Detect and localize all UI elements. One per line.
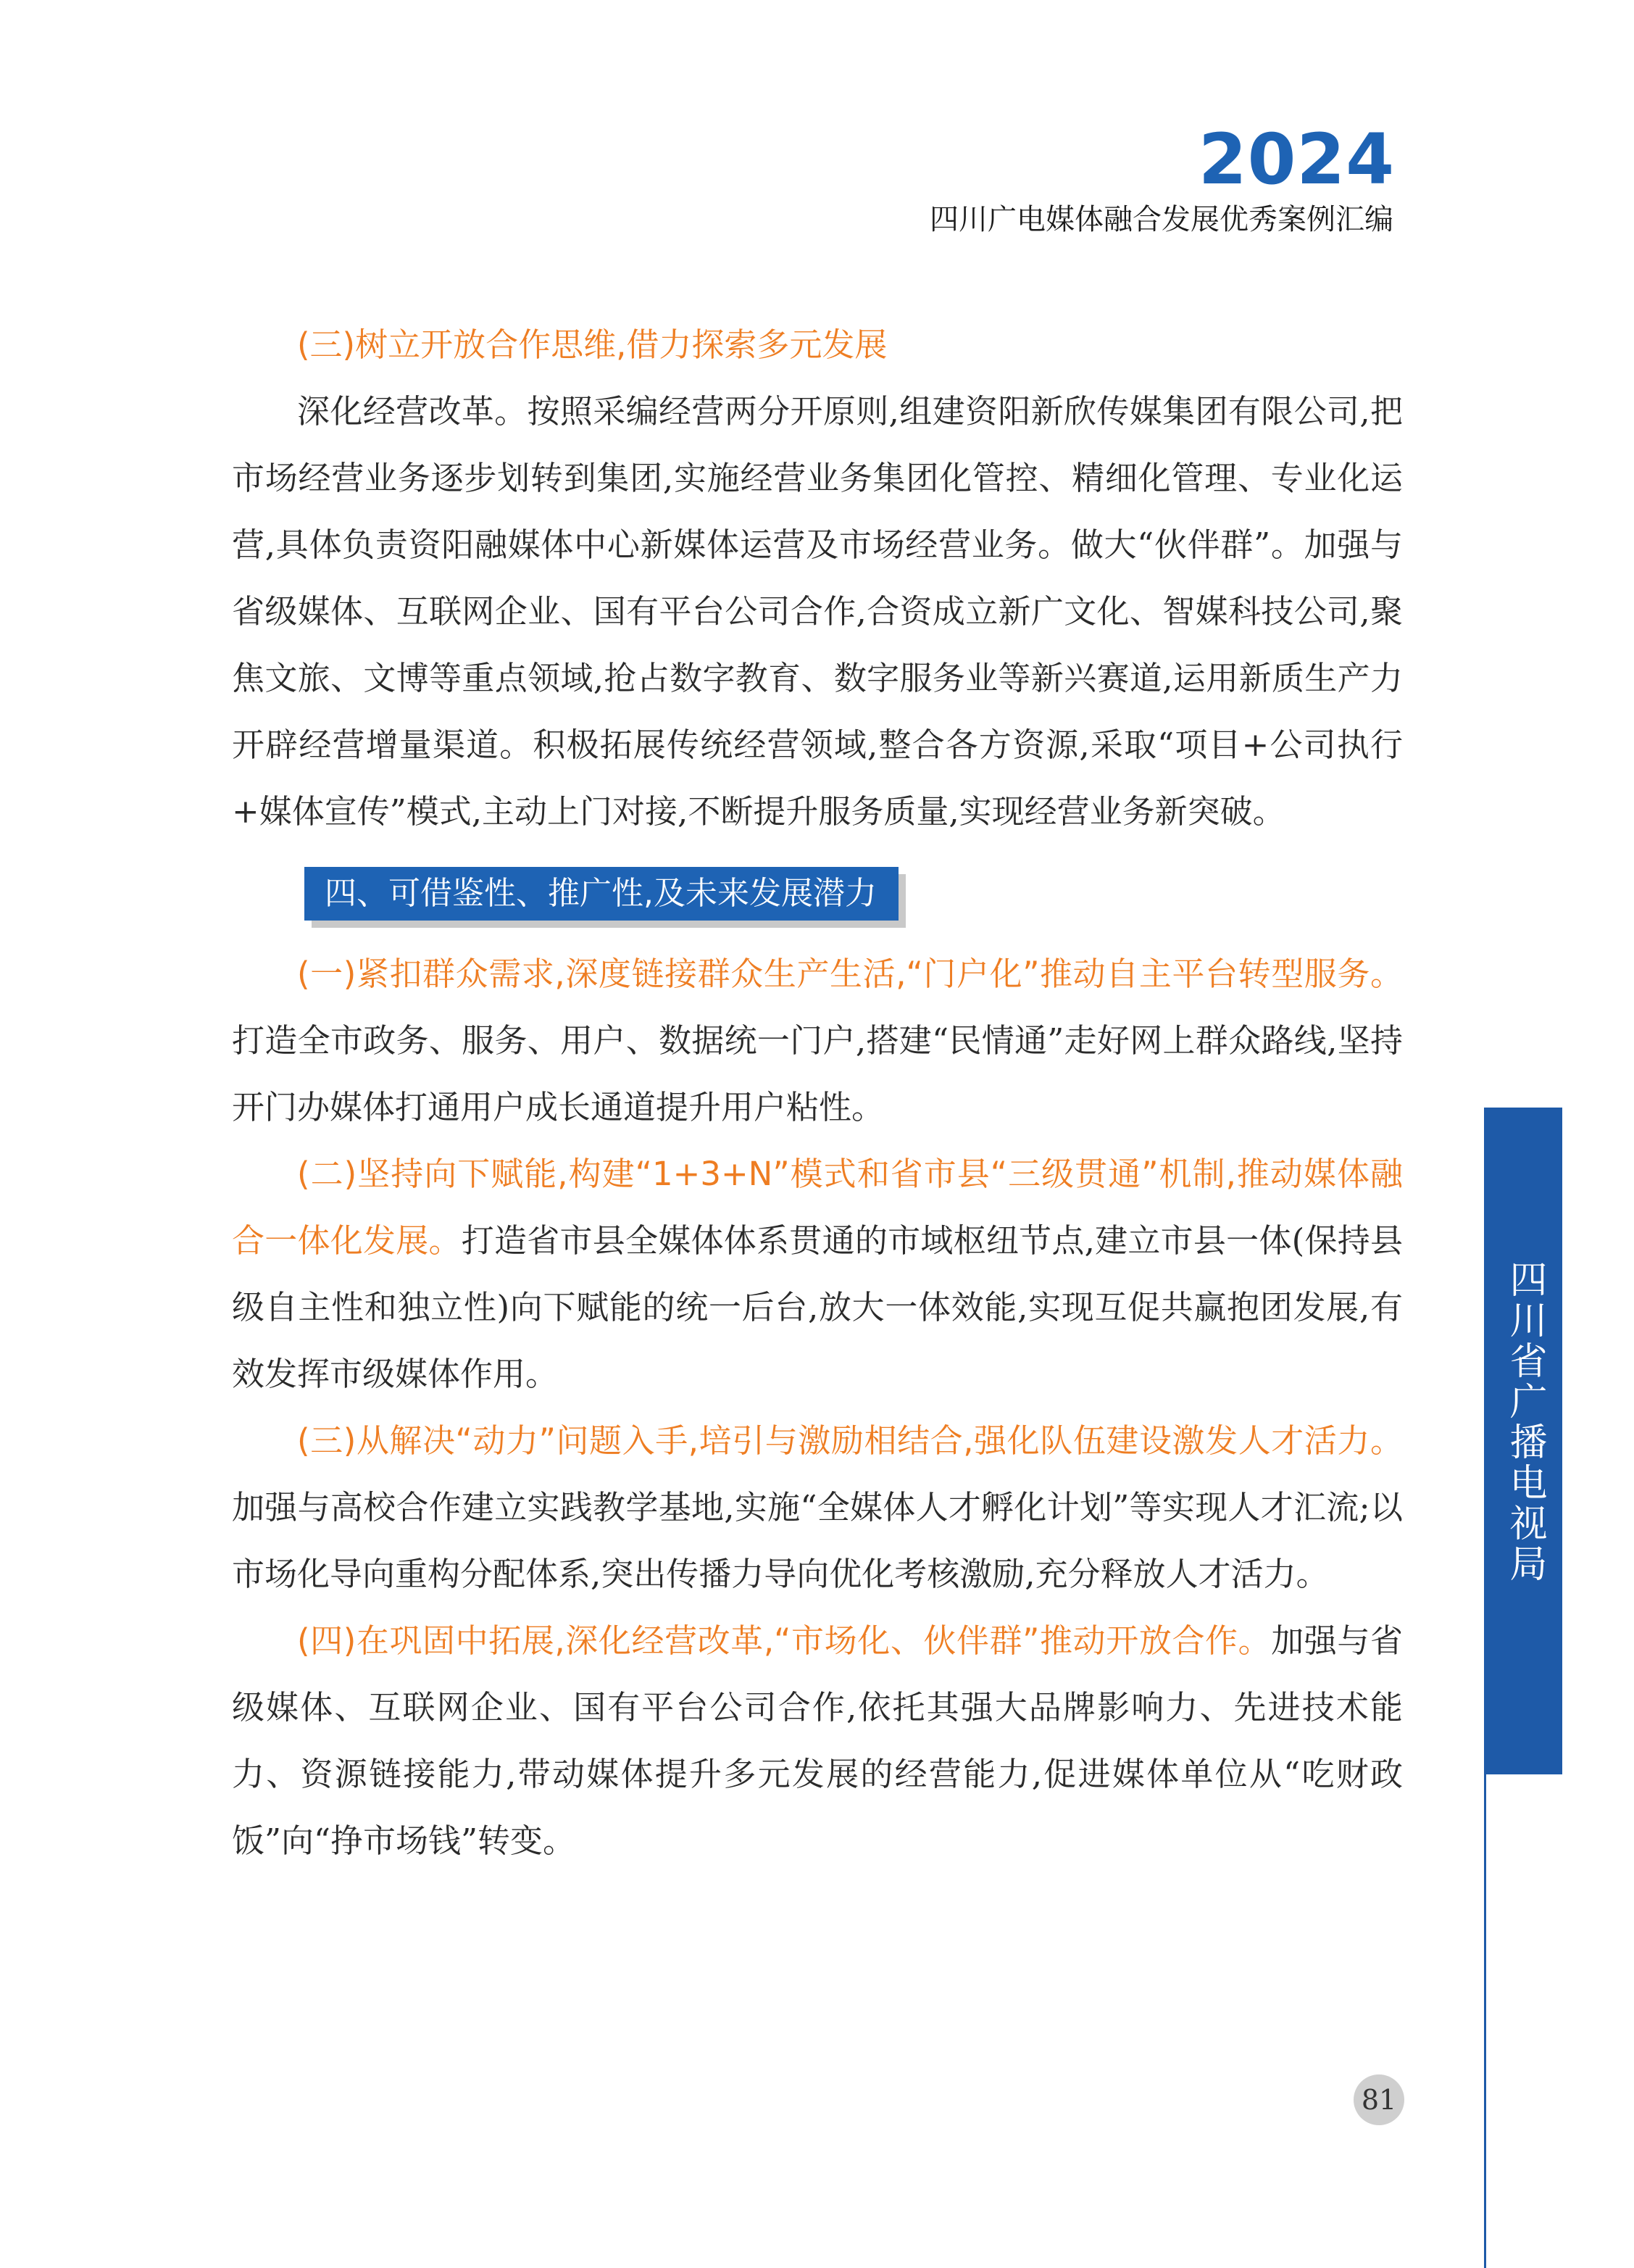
book-subtitle: 四川广电媒体融合发展优秀案例汇编	[930, 203, 1393, 236]
item-lead-3: (三)从解决“动力”问题入手,培引与激励相结合,强化队伍建设激发人才活力。	[297, 1421, 1403, 1460]
section-paragraph: 深化经营改革。按照采编经营两分开原则,组建资阳新欣传媒集团有限公司,把市场经营业务逐步划转到集团,实施经营业务集团化管控、精细化管理、专业化运营,具体负责资阳融媒体中心新媒体运营及市场经营业务。做大“伙伴群”。加强与省级媒体、互联网企业、国有平台公司合作,合资成立新广文化、智媒科技公司,聚焦文旅、文博等重点领域,抢占数字教育、数字服务业等新兴赛道,运用新质生产力开辟经营增量渠道。积极拓展传统经营领域,整合各方资源,采取“项目+公司执行+媒体宣传”模式,主动上门对接,不断提升服务质量,实现经营业务新突破。	[232, 392, 1403, 831]
item-paragraph-4	[232, 1608, 1403, 1874]
item-lead-2: (二)坚持向下赋能,构建“1+3+N”模式和省市县“三级贯通”机制,推动媒体融合一体化发展。	[232, 1155, 1403, 1260]
item-paragraph-1	[232, 941, 1403, 1141]
year-title: 2024	[1198, 119, 1395, 200]
page-number: 81	[1354, 2074, 1404, 2125]
item-text-1: 打造全市政务、服务、用户、数据统一门户,搭建“民情通”走好网上群众路线,坚持开门办媒体打通用户成长通道提升用户粘性。	[232, 1021, 1403, 1126]
item-paragraph-3	[232, 1408, 1403, 1608]
item-paragraph-2	[232, 1141, 1403, 1408]
section-heading: (三)树立开放合作思维,借力探索多元发展	[297, 325, 888, 364]
item-text-4: 加强与省级媒体、互联网企业、国有平台公司合作,依托其强大品牌影响力、先进技术能力、资源链接能力,带动媒体提升多元发展的经营能力,促进媒体单位从“吃财政饭”向“挣市场钱”转变。	[232, 1621, 1403, 1860]
item-text-3: 加强与高校合作建立实践教学基地,实施“全媒体人才孵化计划”等实现人才汇流;以市场化导向重构分配体系,突出传播力导向优化考核激励,充分释放人才活力。	[232, 1488, 1403, 1593]
item-lead-4: (四)在巩固中拓展,深化经营改革,“市场化、伙伴群”推动开放合作。	[297, 1621, 1272, 1660]
section-bar-title: 四、可借鉴性、推广性,及未来发展潜力	[304, 867, 899, 921]
page-content	[232, 312, 1403, 1874]
item-lead-1: (一)紧扣群众需求,深度链接群众生产生活,“门户化”推动自主平台转型服务。	[297, 955, 1403, 993]
item-text-2: 打造省市县全媒体体系贯通的市域枢纽节点,建立市县一体(保持县级自主性和独立性)向下赋能的统一后台,放大一体效能,实现互促共赢抱团发展,有效发挥市级媒体作用。	[232, 1221, 1403, 1393]
side-divider-line	[1484, 1774, 1486, 2268]
side-tab-label: 四川省广播电视局	[1503, 1260, 1546, 1584]
